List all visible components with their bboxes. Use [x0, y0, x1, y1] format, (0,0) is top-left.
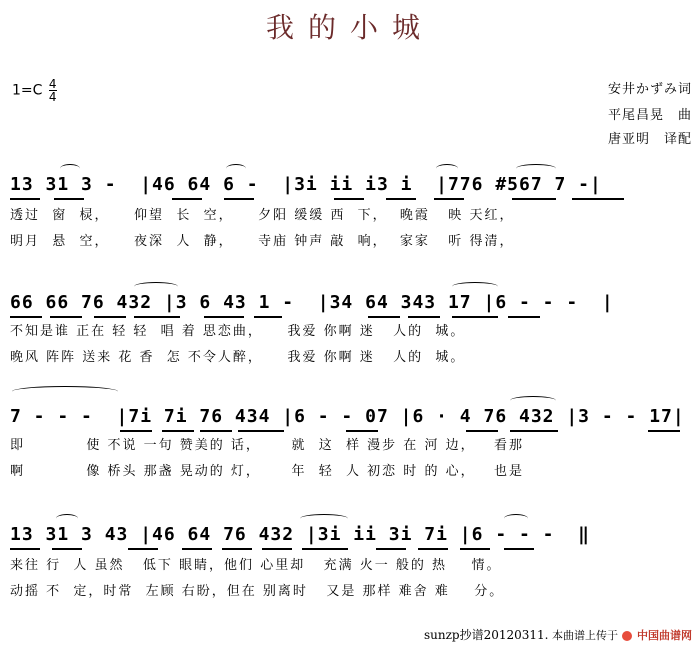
beam [222, 548, 252, 550]
lyrics-verse-1: 即 使 不说 一句 赞美的 话， 就 这 样 漫步 在 河 边， 看那 [10, 438, 524, 453]
tie [12, 386, 118, 397]
beam [94, 316, 126, 318]
slur [436, 164, 458, 173]
beam [408, 316, 440, 318]
beam [162, 430, 194, 432]
beam [508, 316, 540, 318]
transcriber-note: sunzp抄谱20120311. [423, 628, 549, 642]
composer-credit: 平尾昌晃 曲 [607, 108, 692, 123]
beam [368, 316, 400, 318]
slur [56, 514, 78, 523]
beam [224, 198, 254, 200]
beam [512, 198, 556, 200]
song-title: 我的小城 [265, 11, 434, 44]
beam [10, 548, 40, 550]
translator-credit: 唐亚明 译配 [607, 132, 692, 147]
slur [226, 164, 246, 173]
beam [182, 548, 212, 550]
beam [54, 198, 84, 200]
upload-note: 本曲谱上传于 [552, 629, 618, 642]
beam [120, 430, 152, 432]
beam [128, 548, 158, 550]
beam [10, 198, 40, 200]
key-label: 1=C [12, 82, 43, 99]
beam [452, 316, 498, 318]
beam [510, 430, 558, 432]
beam [334, 198, 364, 200]
beam [262, 548, 292, 550]
beam [204, 316, 244, 318]
beam [376, 548, 406, 550]
beam [572, 198, 624, 200]
beam [466, 430, 498, 432]
lyrics-verse-2: 啊 像 桥头 那盏 晃动的 灯， 年 轻 人 初恋 时 的 心， 也是 [10, 464, 524, 479]
beam [460, 548, 490, 550]
lyrics-verse-1: 来往 行 人 虽然 低下 眼睛，他们 心里却 充满 火一 般的 热 情。 [10, 558, 502, 573]
beam [504, 548, 534, 550]
beam [50, 316, 82, 318]
lyrics-verse-2: 晚风 阵阵 送来 花 香 怎 不令人醉， 我爱 你啊 迷 人的 城。 [10, 350, 466, 365]
slur [300, 514, 348, 523]
time-signature [49, 78, 57, 103]
beam [648, 430, 680, 432]
footer [424, 626, 692, 643]
beam [346, 430, 378, 432]
beam [200, 430, 232, 432]
slur [452, 282, 498, 291]
lyricist-credit: 安井かずみ词 [607, 82, 692, 97]
slur [134, 282, 178, 291]
lyrics-verse-1: 透过 窗 棂， 仰望 长 空， 夕阳 缓缓 西 下， 晚霞 映 天红， [10, 208, 515, 223]
slur [60, 164, 80, 173]
notation-line: 66 66 76 432 |3 6 43 1 - |34 64 343 17 |6 - - - | [10, 292, 614, 313]
notation-line: 13 31 3 - |46 64 6 - |3i ii i3 i |776 #567 7 -| [10, 174, 602, 195]
lyrics-verse-1: 不知是谁 正在 轻 轻 唱 着 思恋曲， 我爱 你啊 迷 人的 城。 [10, 324, 466, 339]
notation-line: 13 31 3 43 |46 64 76 432 |3i ii 3i 7i |6 - - - ‖ [10, 524, 591, 545]
slur [510, 396, 556, 405]
key-signature [12, 78, 57, 103]
beam [418, 548, 448, 550]
lyrics-verse-2: 动摇 不 定，时常 左顾 右盼，但在 别离时 又是 那样 难舍 难 分。 [10, 584, 505, 599]
notation-line: 7 - - - |7i 7i 76 434 |6 - - 07 |6 · 4 76 432 |3 - - 17| [10, 406, 685, 427]
beam [386, 198, 416, 200]
time-signature-denominator: 4 [48, 90, 57, 104]
beam [434, 198, 464, 200]
site-logo-text[interactable]: 中国曲谱网 [637, 629, 692, 642]
beam [172, 198, 202, 200]
beam [134, 316, 180, 318]
beam [302, 548, 348, 550]
slur [516, 164, 556, 173]
beam [10, 316, 42, 318]
site-logo-icon [622, 631, 632, 641]
time-signature-numerator: 4 [48, 77, 57, 91]
lyrics-verse-2: 明月 悬 空， 夜深 人 静， 寺庙 钟声 敲 响， 家家 听 得清， [10, 234, 515, 249]
beam [254, 316, 282, 318]
slur [504, 514, 528, 523]
beam [52, 548, 82, 550]
beam [238, 430, 284, 432]
